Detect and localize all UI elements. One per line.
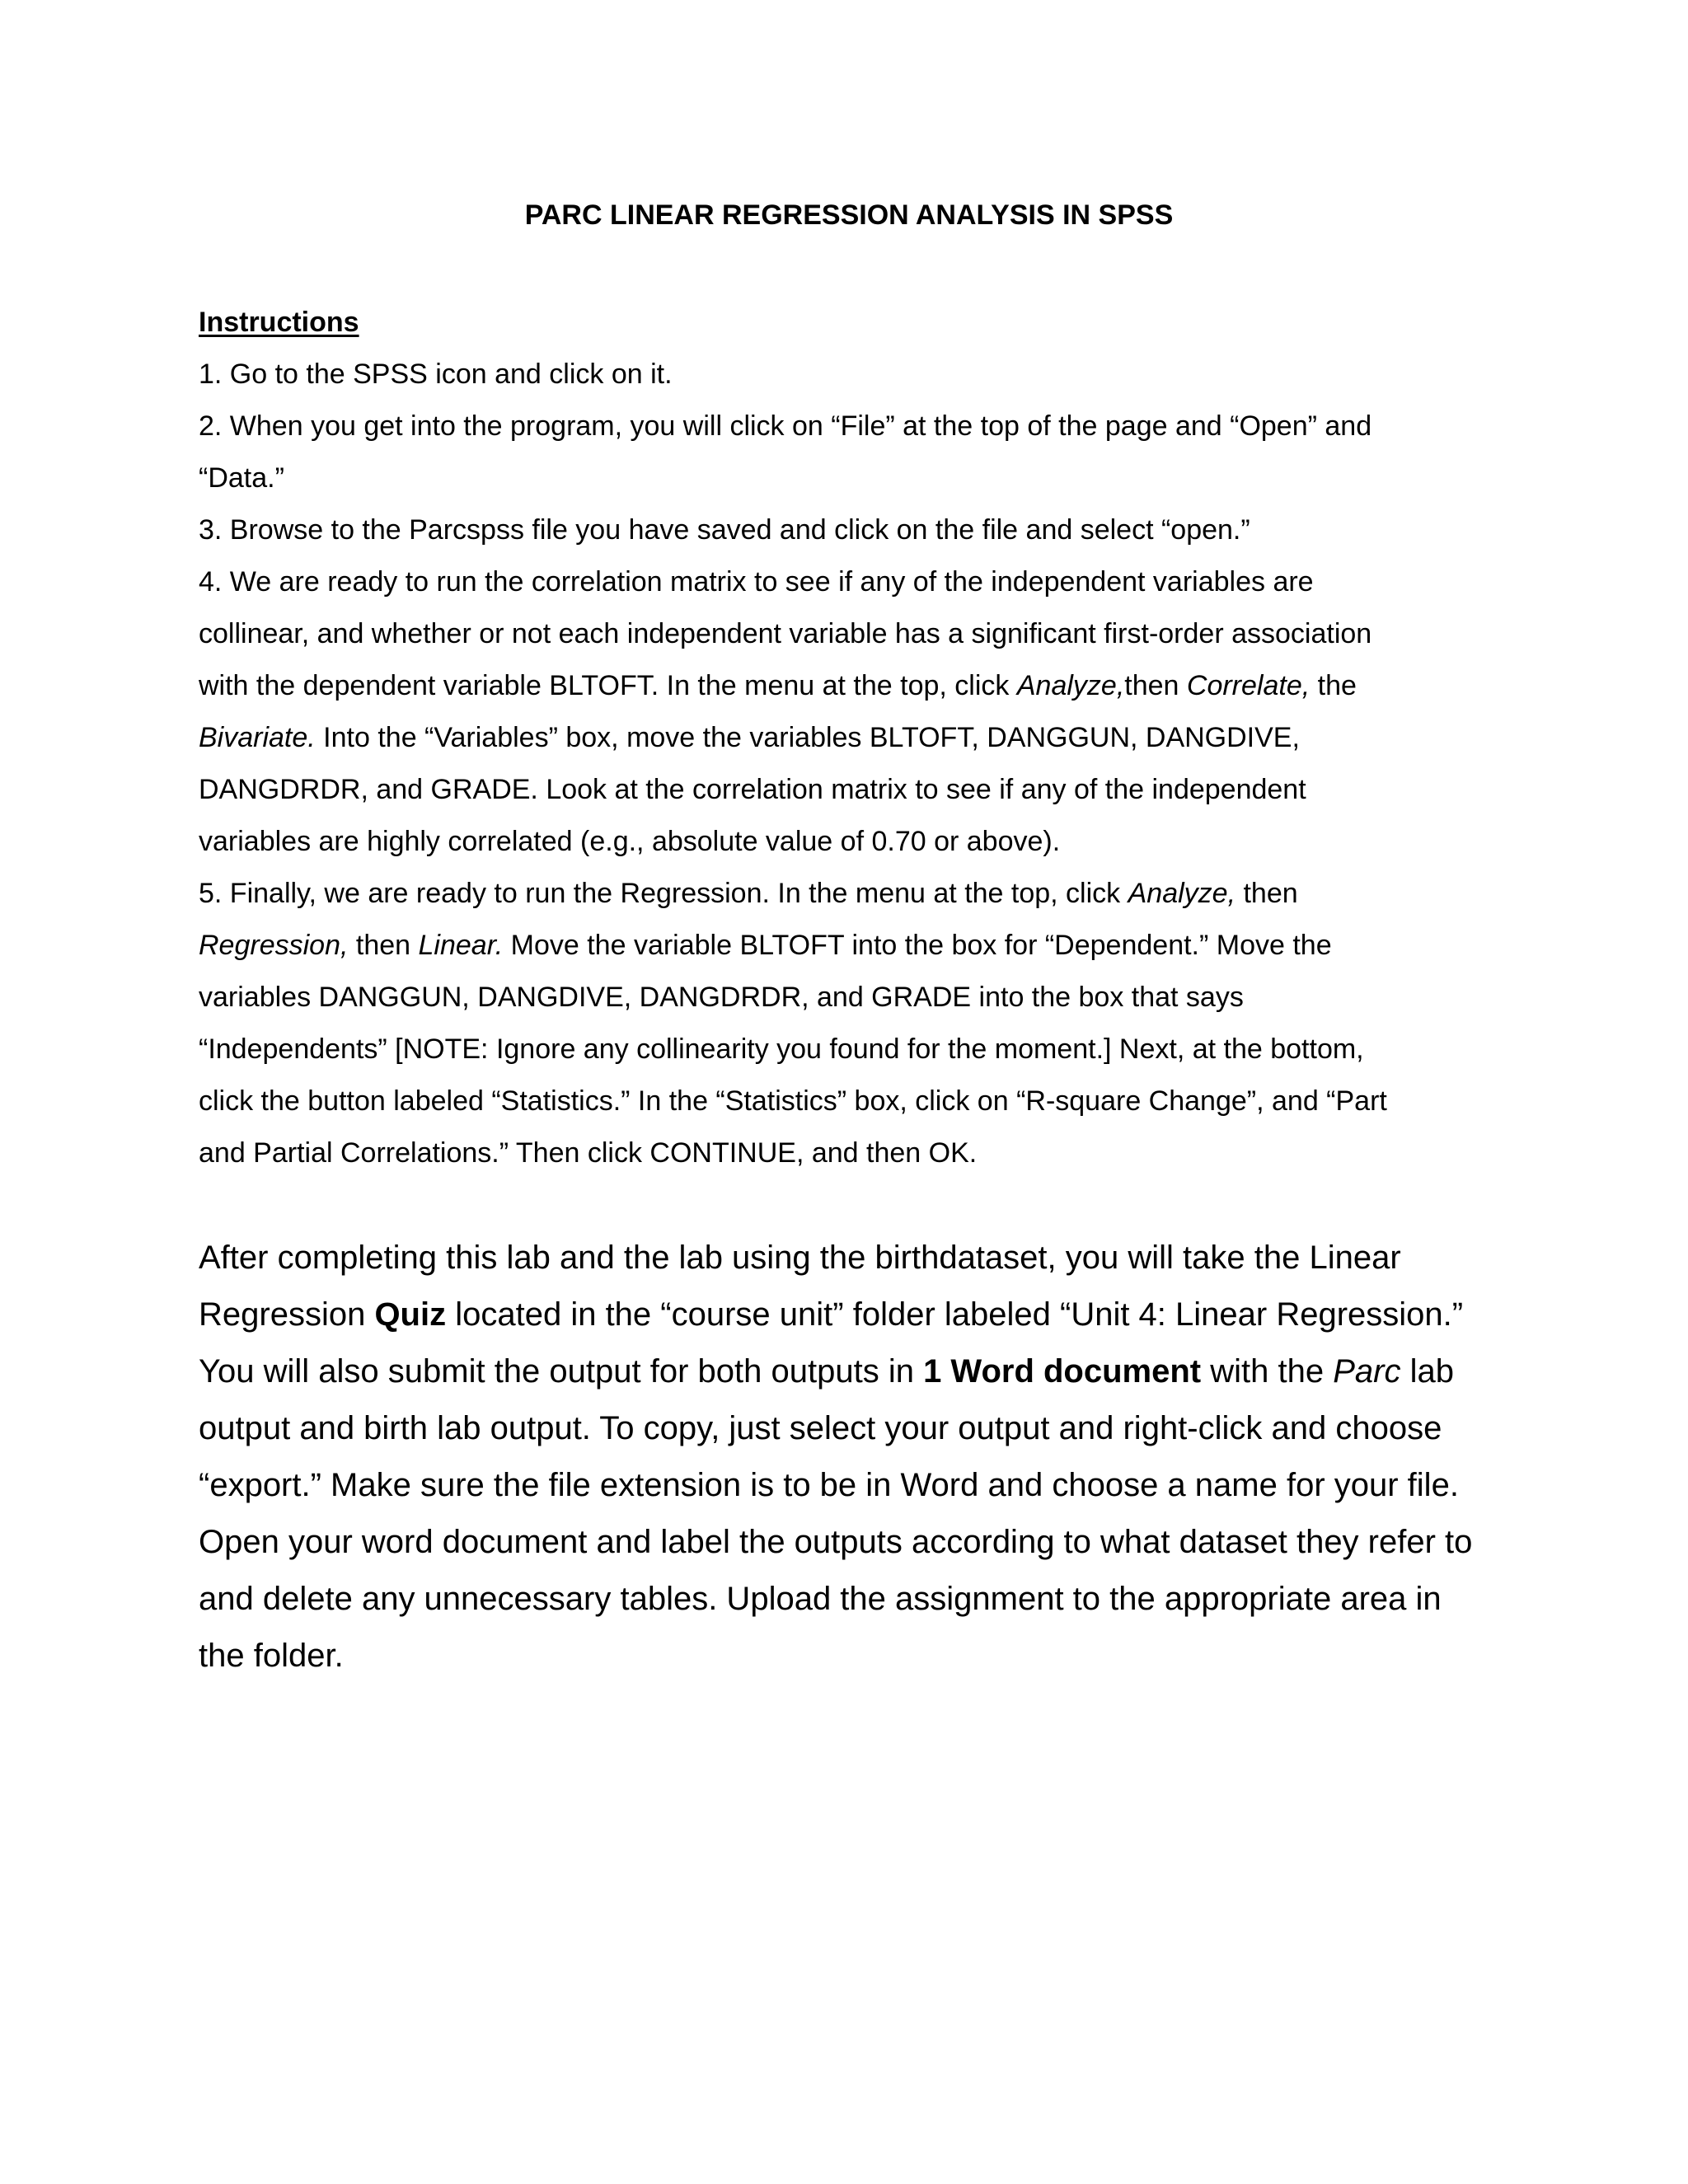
menu-term-correlate: Correlate, — [1186, 670, 1311, 701]
closing-line-3 — [199, 1343, 1550, 1400]
closing-line-7: and delete any unnecessary tables. Upload the assignment to the appropriate area in — [199, 1581, 1442, 1617]
closing-line-6: Open your word document and label the outputs according to what dataset they refer to — [199, 1524, 1473, 1560]
closing-line-2 — [199, 1286, 1550, 1343]
step-4-line-3 — [199, 660, 1517, 712]
step-5-line-5: click the button labeled “Statistics.” In the “Statistics” box, click on “R-square Change”, and “Part — [199, 1085, 1387, 1117]
closing-line-8: the folder. — [199, 1638, 344, 1674]
step-3-line-1: 3. Browse to the Parcspss file you have saved and click on the file and select “open.” — [199, 514, 1250, 546]
step-4-line-4 — [199, 712, 1517, 764]
text-run: then — [348, 930, 419, 961]
text-run: located in the “course unit” folder labeled “Unit 4: Linear Regression.” — [446, 1296, 1464, 1333]
step-2-line-1: 2. When you get into the program, you will click on “File” at the top of the page and “Open” and — [199, 410, 1372, 442]
step-4-line-6: variables are highly correlated (e.g., absolute value of 0.70 or above). — [199, 826, 1061, 857]
step-5-line-2 — [199, 920, 1517, 972]
step-1-line-1: 1. Go to the SPSS icon and click on it. — [199, 359, 673, 390]
step-4-line-1: 4. We are ready to run the correlation matrix to see if any of the independent variables are — [199, 566, 1314, 598]
closing-line-5: “export.” Make sure the file extension is to be in Word and choose a name for your file. — [199, 1467, 1459, 1503]
text-run: Move the variable BLTOFT into the box for “Dependent.” Move the — [503, 930, 1332, 961]
step-4-line-5: DANGDRDR, and GRADE. Look at the correlation matrix to see if any of the independent — [199, 774, 1306, 805]
closing-line-1: After completing this lab and the lab using the birthdataset, you will take the Linear — [199, 1240, 1401, 1276]
text-run: with the — [1201, 1353, 1334, 1390]
step-5-line-6: and Partial Correlations.” Then click CONTINUE, and then OK. — [199, 1137, 978, 1169]
menu-term-linear: Linear. — [418, 930, 504, 961]
quiz-emphasis: Quiz — [374, 1296, 447, 1333]
text-run: 5. Finally, we are ready to run the Regression. In the menu at the top, click — [199, 878, 1128, 909]
text-run: lab — [1400, 1353, 1454, 1390]
menu-term-regression: Regression, — [199, 930, 349, 961]
word-document-emphasis: 1 Word document — [923, 1353, 1202, 1390]
menu-term-analyze: Analyze, — [1128, 878, 1236, 909]
text-run: the — [1310, 670, 1357, 701]
step-4-line-2: collinear, and whether or not each independent variable has a significant first-order association — [199, 618, 1372, 649]
text-run: then — [1124, 670, 1187, 701]
text-run: You will also submit the output for both outputs in — [199, 1353, 924, 1390]
text-run: with the dependent variable BLTOFT. In the menu at the top, click — [199, 670, 1017, 701]
menu-term-analyze: Analyze, — [1016, 670, 1125, 701]
instructions-section — [199, 297, 1517, 1179]
parc-emphasis: Parc — [1333, 1353, 1401, 1390]
closing-paragraph — [199, 1230, 1550, 1685]
step-5-line-4: “Independents” [NOTE: Ignore any collinearity you found for the moment.] Next, at the bottom, — [199, 1033, 1364, 1065]
text-run: then — [1236, 878, 1298, 909]
step-2-line-2: “Data.” — [199, 462, 284, 494]
closing-line-4: output and birth lab output. To copy, just select your output and right-click and choose — [199, 1410, 1442, 1446]
text-run: Regression — [199, 1296, 375, 1333]
menu-term-bivariate: Bivariate. — [199, 722, 316, 753]
document-title: PARC LINEAR REGRESSION ANALYSIS IN SPSS — [524, 199, 1174, 231]
instructions-heading: Instructions — [199, 307, 359, 338]
text-run: Into the “Variables” box, move the variables BLTOFT, DANGGUN, DANGDIVE, — [315, 722, 1300, 753]
step-5-line-3: variables DANGGUN, DANGDIVE, DANGDRDR, and GRADE into the box that says — [199, 982, 1244, 1013]
step-5-line-1 — [199, 868, 1517, 920]
